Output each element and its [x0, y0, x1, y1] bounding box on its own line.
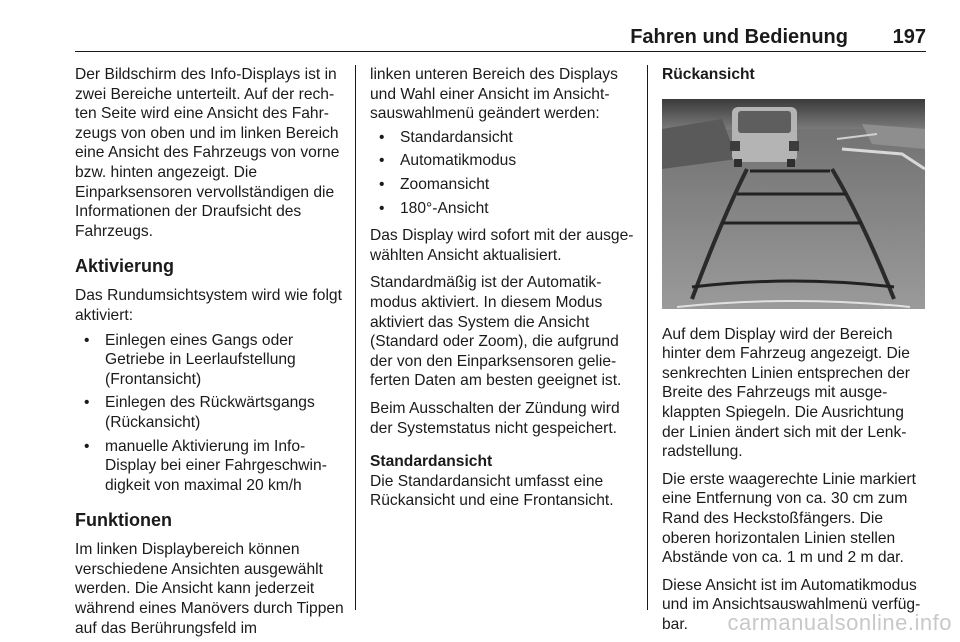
- activation-text: Das Rundumsichtsystem wird wie folgt aktiviert:: [75, 287, 342, 324]
- list-item: • Standardansicht: [370, 128, 638, 148]
- heading-functions: Funktionen: [75, 510, 172, 531]
- activation-list: [75, 331, 350, 496]
- display-paragraph: Auf dem Display wird der Bereich hinter dem Fahrzeug angezeigt. Die senkrechten Linien entsprechen der Breite des Fahrzeugs mit ausgeklappten Spiegeln. Die Ausrichtung der Linien ändert sich mit der Lenkradstellung.: [662, 325, 910, 461]
- page-header: [75, 0, 926, 52]
- intro-paragraph: Der Bildschirm des Info-Displays ist in zwei Bereiche unterteilt. Auf der rechten Seite wird eine Ansicht des Fahrzeugs von oben und im linken Bereich eine Ansicht des Fahrzeugs von vorne bzw. hinten angezeigt. Die Einparksensoren vervollständigen die Informationen der Draufsicht des Fahrzeugs.: [75, 66, 340, 240]
- ignition-paragraph: Beim Ausschalten der Zündung wird der Systemstatus nicht gespeichert.: [370, 399, 620, 437]
- column-left: [75, 65, 350, 642]
- view-list: [370, 128, 638, 218]
- list-item: • Automatikmodus: [370, 151, 638, 171]
- list-item: • Einlegen eines Gangs oder Getriebe in Leerlaufstellung (Frontansicht): [75, 331, 350, 390]
- auto-mode-availability: Diese Ansicht ist im Automatikmodus und im Ansichtsauswahlmenü verfügbar.: [662, 576, 921, 633]
- column-middle: [370, 65, 638, 519]
- list-item: • Zoomansicht: [370, 175, 638, 195]
- column-divider-left: [355, 65, 356, 610]
- watermark: carmanualsonline.info: [727, 610, 952, 635]
- functions-text: Im linken Displaybereich können verschiedene Ansichten ausgewählt werden. Die Ansicht kann jederzeit während eines Manövers durch Tippen auf das Berührungsfeld im: [75, 541, 344, 637]
- list-item: • manuelle Aktivierung im Info-Display bei einer Fahrgeschwindigkeit von maximal 20 km/h: [75, 437, 350, 496]
- auto-mode-paragraph: Standardmäßig ist der Automatikmodus aktiviert. In diesem Modus aktiviert das System die Ansicht (Standard oder Zoom), die aufgrund der von den Einparksensoren gelieferten Daten am besten geeignet ist.: [370, 274, 622, 390]
- list-item: • Einlegen des Rückwärtsgangs (Rückansicht): [75, 393, 350, 432]
- section-title: Fahren und Bedienung: [630, 26, 848, 48]
- rear-camera-image: [662, 99, 925, 309]
- continued-text: linken unteren Bereich des Displays und Wahl einer Ansicht im Ansichtsauswahlmenü geändert werden:: [370, 66, 618, 123]
- column-divider-right: [647, 65, 648, 610]
- heading-rear-view: Rückansicht: [662, 66, 755, 83]
- lines-paragraph: Die erste waagerechte Linie markiert eine Entfernung von ca. 30 cm zum Rand des Heckstoßfängers. Die oberen horizontalen Linien stellen Abstände von ca. 1 m und 2 m dar.: [662, 470, 916, 567]
- header-divider: [75, 51, 926, 52]
- heading-activation: Aktivierung: [75, 256, 175, 277]
- list-item: • 180°-Ansicht: [370, 199, 638, 219]
- column-right: [662, 65, 928, 642]
- standard-view-text: Die Standardansicht umfasst eine Rückansicht und eine Frontansicht.: [370, 472, 614, 510]
- update-paragraph: Das Display wird sofort mit der ausgewählten Ansicht aktualisiert.: [370, 227, 634, 264]
- page-number: 197: [892, 26, 926, 48]
- heading-standard-view: Standardansicht: [370, 453, 493, 471]
